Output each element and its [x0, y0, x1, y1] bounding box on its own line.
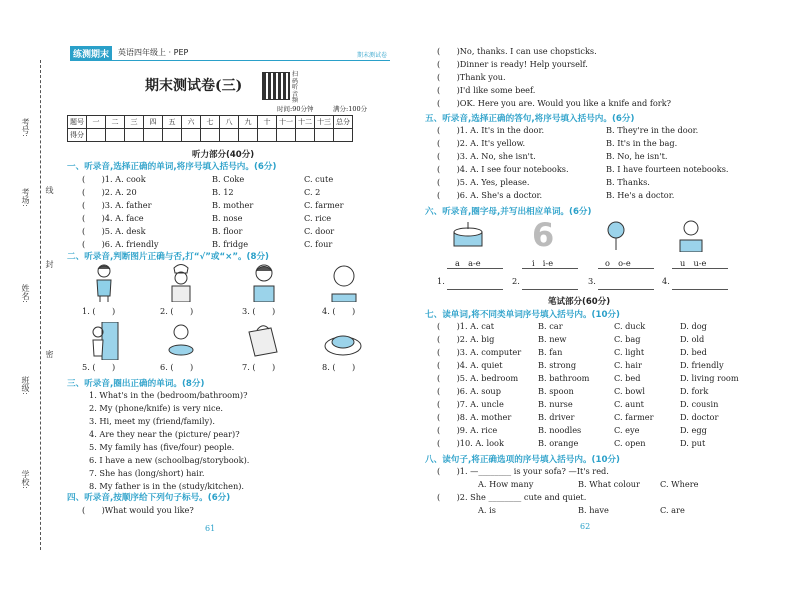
s5-option: ( )3. A. No, she isn't.: [437, 151, 536, 161]
score-header-cell: 十: [258, 116, 277, 129]
header-tag: 期末测试卷: [357, 52, 388, 59]
section8-q2-opt-b: B. have: [578, 505, 609, 515]
s1-option: ( )5. A. desk: [82, 226, 146, 236]
s7-option: C. bag: [614, 334, 641, 344]
s6-number: 3.: [588, 276, 596, 286]
s7-option: D. fork: [680, 386, 709, 396]
s3-sentence: 2. My (phone/knife) is very nice.: [89, 403, 224, 413]
score-header-cell: 十三: [315, 116, 334, 129]
score-header-cell: 九: [239, 116, 258, 129]
s7-option: ( )3. A. computer: [437, 347, 522, 357]
section8-q1-opt-a: A. How many: [478, 479, 534, 489]
score-header-cell: 题号: [68, 116, 87, 129]
boy-picture: [248, 262, 280, 302]
s7-option: C. aunt: [614, 399, 644, 409]
section8-q2-opt-a: A. is: [478, 505, 496, 515]
s6-write-line[interactable]: [598, 268, 654, 290]
s5-option: B. I have fourteen notebooks.: [606, 164, 729, 174]
s7-option: C. light: [614, 347, 645, 357]
school-label: 学校:: [21, 470, 30, 489]
s2-answer-label: 2. ( ): [160, 306, 194, 316]
s7-option: B. bathroom: [538, 373, 590, 383]
s3-sentence: 5. My family has (five/four) people.: [89, 442, 235, 452]
s7-option: D. egg: [680, 425, 707, 435]
s7-option: D. friendly: [680, 360, 724, 370]
s7-option: ( )7. A. uncle: [437, 399, 504, 409]
s1-option: B. floor: [212, 226, 243, 236]
s2-answer-label: 7. ( ): [242, 362, 276, 372]
score-header-cell: 七: [201, 116, 220, 129]
s1-option: C. 2: [304, 187, 321, 197]
s1-option: ( )3. A. father: [82, 200, 152, 210]
score-header-cell: 十一: [277, 116, 296, 129]
s7-option: C. open: [614, 438, 646, 448]
score-header-cell: 六: [182, 116, 201, 129]
s7-option: B. fan: [538, 347, 563, 357]
listening-heading: 听力部分(40分): [192, 150, 255, 160]
s2-answer-label: 8. ( ): [322, 362, 356, 372]
s1-option: ( )1. A. cook: [82, 174, 146, 184]
s7-option: C. duck: [614, 321, 646, 331]
section5-title: 五、听录音,选择正确的答句,将序号填入括号内。(6分): [425, 114, 635, 124]
s7-option: C. bed: [614, 373, 641, 383]
s3-sentence: 7. She has (long/short) hair.: [89, 468, 205, 478]
rose-picture: [602, 220, 634, 250]
s6-number: 2.: [512, 276, 520, 286]
score-cell[interactable]: [315, 129, 334, 142]
s7-option: D. bed: [680, 347, 707, 357]
s7-option: ( )4. A. quiet: [437, 360, 503, 370]
s7-option: B. new: [538, 334, 567, 344]
s1-option: C. rice: [304, 213, 332, 223]
s6-number: 4.: [662, 276, 670, 286]
cook-picture: [165, 262, 197, 302]
s6-number: 1.: [437, 276, 445, 286]
s6-letter-choice: i i-e: [532, 258, 554, 268]
page-title: 期末测试卷(三): [145, 78, 243, 94]
s7-option: ( )6. A. soup: [437, 386, 501, 396]
s7-option: D. put: [680, 438, 706, 448]
score-cell[interactable]: [239, 129, 258, 142]
s1-option: B. Coke: [212, 174, 245, 184]
exam-room-label: 考场:: [21, 188, 30, 207]
s7-option: C. eye: [614, 425, 640, 435]
page-number-right: 62: [580, 522, 591, 531]
food-plate-picture: [323, 322, 363, 360]
section8-title: 八、读句子,将正确选项的序号填入括号内。(10分): [425, 455, 620, 465]
s5-option: ( )2. A. It's yellow.: [437, 138, 526, 148]
s1-option: B. nose: [212, 213, 243, 223]
score-row-label: 得分: [68, 129, 87, 142]
s1-option: ( )4. A. face: [82, 213, 144, 223]
s5-option: ( )1. A. It's in the door.: [437, 125, 545, 135]
section6-title: 六、听录音,圈字母,并写出相应单词。(6分): [425, 207, 592, 217]
s5-option: ( )5. A. Yes, please.: [437, 177, 530, 187]
s7-option: B. driver: [538, 412, 575, 422]
score-header-cell: 二: [106, 116, 125, 129]
section1-title: 一、听录音,选择正确的单词,将序号填入括号内。(6分): [67, 162, 277, 172]
s1-option: B. fridge: [212, 239, 249, 249]
s4-sentence: ( )Dinner is ready! Help yourself.: [437, 59, 588, 69]
score-cell[interactable]: [125, 129, 144, 142]
student-picture: [676, 218, 706, 252]
s1-option: C. farmer: [304, 200, 344, 210]
s1-option: B. mother: [212, 200, 254, 210]
baby-picture: [328, 262, 360, 302]
section2-title: 二、听录音,判断图片正确与否,打“√”或“×”。(8分): [67, 252, 269, 262]
s7-option: B. noodles: [538, 425, 582, 435]
s5-option: B. They're in the door.: [606, 125, 699, 135]
s1-option: ( )2. A. 20: [82, 187, 137, 197]
score-cell[interactable]: [277, 129, 296, 142]
s2-answer-label: 6. ( ): [160, 362, 194, 372]
number-six-picture: [530, 218, 556, 250]
girl-picture: [88, 262, 120, 302]
s1-option: B. 12: [212, 187, 234, 197]
s3-sentence: 3. Hi, meet my (friend/family).: [89, 416, 215, 426]
s4-sentence: ( )Thank you.: [437, 72, 506, 82]
score-header-cell: 八: [220, 116, 239, 129]
s5-option: B. No, he isn't.: [606, 151, 668, 161]
score-cell[interactable]: [144, 129, 163, 142]
s7-option: B. strong: [538, 360, 577, 370]
s6-write-line[interactable]: [672, 268, 728, 290]
s7-option: C. bowl: [614, 386, 645, 396]
qr-code-icon: [262, 72, 290, 100]
section4-title: 四、听录音,按顺序给下列句子标号。(6分): [67, 493, 231, 503]
section8-q2-opt-c: C. are: [660, 505, 685, 515]
score-cell[interactable]: [258, 129, 277, 142]
score-cell[interactable]: [201, 129, 220, 142]
section8-q1-opt-c: C. Where: [660, 479, 699, 489]
section3-title: 三、听录音,圈出正确的单词。(8分): [67, 379, 205, 389]
section8-q1: ( )1. —________ is your sofa? —It's red.: [437, 466, 609, 476]
score-header-cell: 十二: [296, 116, 315, 129]
score-header-cell: 三: [125, 116, 144, 129]
s3-sentence: 6. I have a new (schoolbag/storybook).: [89, 455, 250, 465]
score-header-cell: 五: [163, 116, 182, 129]
s5-option: B. It's in the bag.: [606, 138, 678, 148]
score-cell[interactable]: [163, 129, 182, 142]
score-cell[interactable]: [220, 129, 239, 142]
s7-option: D. doctor: [680, 412, 719, 422]
page-number-left: 61: [205, 524, 216, 533]
s4-sentence: ( )No, thanks. I can use chopsticks.: [437, 46, 597, 56]
s7-option: B. spoon: [538, 386, 574, 396]
s7-option: D. dog: [680, 321, 707, 331]
exam-time: 时间:90分钟: [277, 105, 314, 113]
s1-option: C. cute: [304, 174, 334, 184]
s2-answer-label: 3. ( ): [242, 306, 276, 316]
exam-number-label: 考号:: [21, 118, 30, 137]
s7-option: ( )10. A. look: [437, 438, 504, 448]
seal-line-char: 线: [45, 186, 54, 194]
s7-option: B. nurse: [538, 399, 573, 409]
score-header-cell: 四: [144, 116, 163, 129]
girl-door-picture: [88, 322, 120, 360]
s3-sentence: 4. Are they near the (picture/ pear)?: [89, 429, 240, 439]
series-label: 英语四年级上 · PEP: [118, 48, 189, 57]
full-score: 满分:100分: [333, 105, 368, 113]
s7-option: C. farmer: [614, 412, 654, 422]
s1-option: ( )6. A. friendly: [82, 239, 159, 249]
s3-sentence: 8. My father is in the (study/kitchen).: [89, 481, 245, 491]
s6-letter-choice: o o-e: [605, 258, 631, 268]
qr-caption: 扫码听音频: [292, 71, 299, 104]
written-heading: 笔试部分(60分): [548, 297, 611, 307]
s1-option: C. door: [304, 226, 335, 236]
score-cell[interactable]: [334, 129, 353, 142]
section7-title: 七、读单词,将不同类单词序号填入括号内。(10分): [425, 310, 620, 320]
score-table: [67, 115, 353, 142]
seal-seal-char: 封: [45, 260, 54, 268]
s6-letter-choice: u u-e: [680, 258, 707, 268]
s2-answer-label: 4. ( ): [322, 306, 356, 316]
s7-option: B. car: [538, 321, 563, 331]
s5-option: B. He's a doctor.: [606, 190, 675, 200]
cut-line: [40, 60, 41, 550]
s7-option: D. living room: [680, 373, 739, 383]
score-header-cell: 一: [87, 116, 106, 129]
s7-option: ( )2. A. big: [437, 334, 495, 344]
s6-letter-choice: a a-e: [455, 258, 481, 268]
s6-write-line[interactable]: [522, 268, 578, 290]
s6-write-line[interactable]: [447, 268, 503, 290]
score-cell[interactable]: [296, 129, 315, 142]
s2-answer-label: 1. ( ): [82, 306, 116, 316]
name-label: 姓名:: [21, 284, 30, 303]
brand-logo: 练测期末: [70, 46, 112, 61]
s5-option: B. Thanks.: [606, 177, 650, 187]
s2-answer-label: 5. ( ): [82, 362, 116, 372]
s7-option: D. cousin: [680, 399, 719, 409]
seal-secret-char: 密: [45, 350, 54, 358]
s7-option: ( )5. A. bedroom: [437, 373, 519, 383]
s7-option: ( )8. A. mother: [437, 412, 512, 422]
header-rule: [70, 60, 390, 61]
score-cell[interactable]: [182, 129, 201, 142]
class-label: 班级:: [21, 376, 30, 395]
s7-option: D. old: [680, 334, 705, 344]
s3-sentence: 1. What's in the (bedroom/bathroom)?: [89, 390, 248, 400]
section8-q1-opt-b: B. What colour: [578, 479, 640, 489]
s5-option: ( )6. A. She's a doctor.: [437, 190, 543, 200]
schoolbag-picture: [245, 322, 281, 360]
svg-text:6: 6: [532, 218, 555, 250]
s1-option: C. four: [304, 239, 333, 249]
score-cell[interactable]: [87, 129, 106, 142]
s4-sentence: ( )OK. Here you are. Would you like a knife and fork?: [437, 98, 672, 108]
s7-option: B. orange: [538, 438, 579, 448]
s4-sentence: ( )I'd like some beef.: [437, 85, 536, 95]
section4-first-item: ( )What would you like?: [82, 505, 194, 515]
score-header-cell: 总分: [334, 116, 353, 129]
s7-option: ( )1. A. cat: [437, 321, 495, 331]
score-cell[interactable]: [106, 129, 125, 142]
section8-q2: ( )2. She ________ cute and quiet.: [437, 492, 587, 502]
eating-picture: [165, 322, 197, 360]
s5-option: ( )4. A. I see four notebooks.: [437, 164, 569, 174]
s7-option: C. hair: [614, 360, 642, 370]
s7-option: ( )9. A. rice: [437, 425, 498, 435]
cake-picture: [450, 220, 486, 250]
